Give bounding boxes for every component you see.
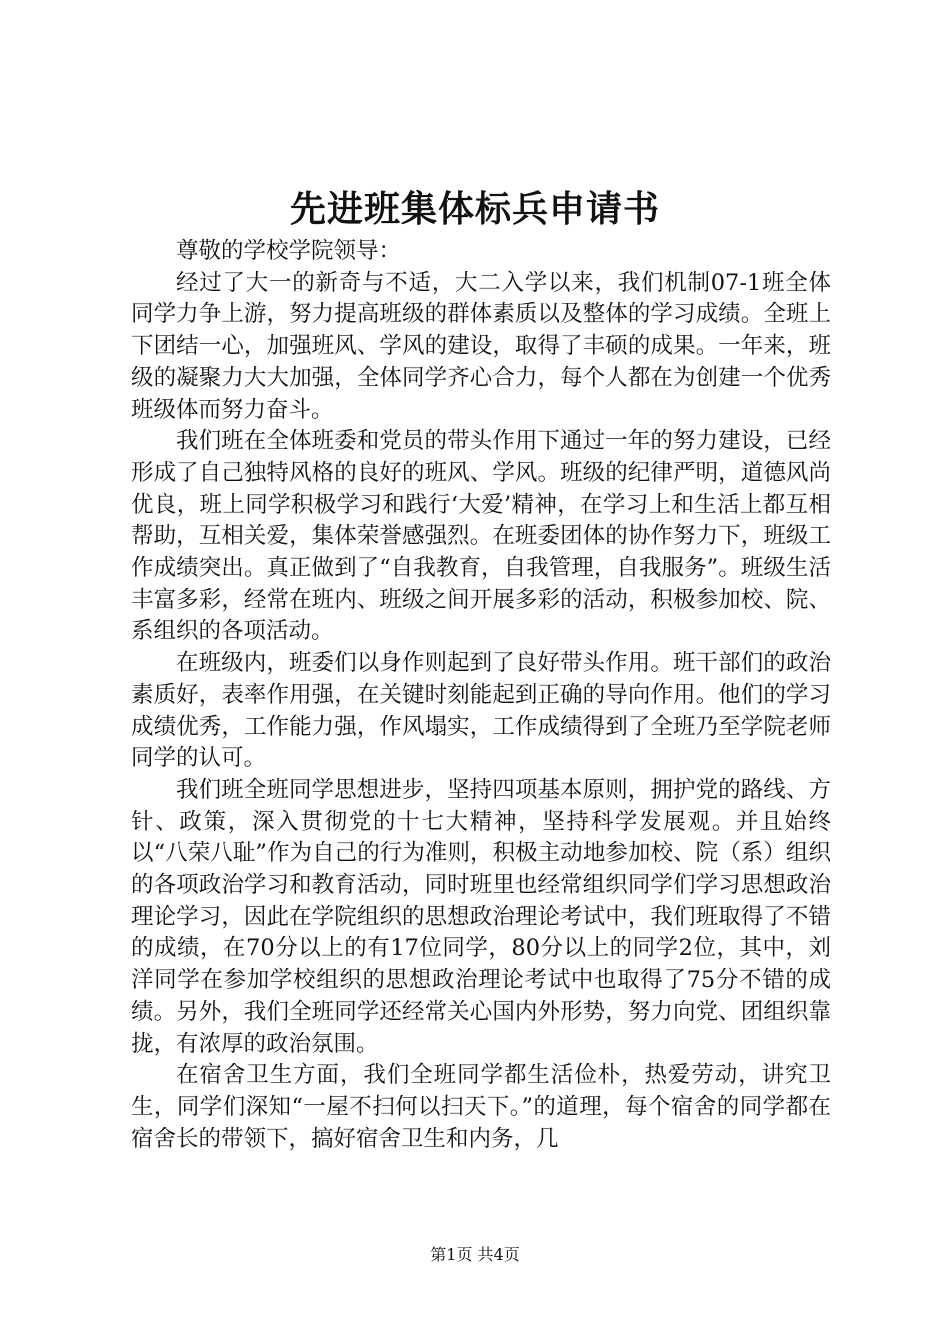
document-title: 先进班集体标兵申请书: [289, 188, 660, 230]
paragraph-3: 在班级内，班委们以身作则起到了良好带头作用。班干部们的政治素质好，表率作用强，在关键时刻能起到正确的导向作用。他们的学习成绩优秀，工作能力强，作风塌实，工作成绩得到了全班乃至学院老师同学的认可。: [131, 650, 831, 772]
paragraph-4: 我们班全班同学思想进步，坚持四项基本原则，拥护党的路线、方针、政策，深入贯彻党的十七大精神，坚持科学发展观。并且始终以“八荣八耻”作为自己的行为准则，积极主动地参加校、院（系）组织的各项政治学习和教育活动，同时班里也经常组织同学们学习思想政治理论学习，因此在学院组织的思想政治理论考试中，我们班取得了不错的成绩，在70分以上的有17位同学，80分以上的同学2位，其中，刘洋同学在参加学校组织的思想政治理论考试中也取得了75分不错的成绩。另外，我们全班同学还经常关心国内外形势，努力向党、团组织靠拢，有浓厚的政治氛围。: [131, 776, 831, 1057]
page-footer: 第1页 共4页: [430, 1245, 520, 1264]
paragraph-2: 我们班在全体班委和党员的带头作用下通过一年的努力建设，已经形成了自己独特风格的良好的班风、学风。班级的纪律严明，道德风尚优良，班上同学积极学习和践行‘大爱’精神，在学习上和生活上都互相帮助，互相关爱，集体荣誉感强烈。在班委团体的协作努力下，班级工作成绩突出。真正做到了“自我教育，自我管理，自我服务”。班级生活丰富多彩，经常在班内、班级之间开展多彩的活动，积极参加校、院、系组织的各项活动。: [131, 428, 831, 645]
salutation: 尊敬的学校学院领导：: [176, 238, 402, 264]
document-body: [131, 236, 831, 1155]
paragraph-1: 经过了大一的新奇与不适，大二入学以来，我们机制07-1班全体同学力争上游，努力提高班级的群体素质以及整体的学习成绩。全班上下团结一心，加强班风、学风的建设，取得了丰硕的成果。一年来，班级的凝聚力大大加强，全体同学齐心合力，每个人都在为创建一个优秀班级体而努力奋斗。: [131, 269, 831, 423]
paragraph-5: 在宿舍卫生方面，我们全班同学都生活俭朴，热爱劳动，讲究卫生，同学们深知“一屋不扫何以扫天下。”的道理，每个宿舍的同学都在宿舍长的带领下，搞好宿舍卫生和内务，几: [131, 1062, 831, 1152]
